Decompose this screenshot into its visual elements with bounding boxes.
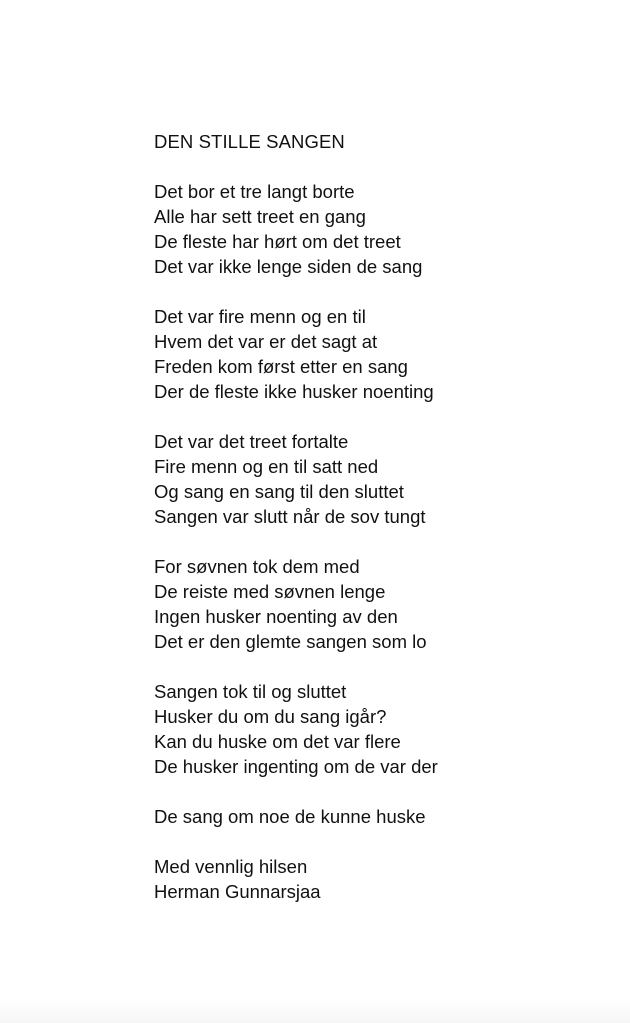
bottom-edge-shade	[0, 999, 630, 1023]
poem-line: De fleste har hørt om det treet	[154, 231, 401, 252]
stanza-5	[154, 679, 594, 779]
poem-line: Det var fire menn og en til	[154, 306, 366, 327]
poem-line: Fire menn og en til satt ned	[154, 456, 379, 477]
poem-line: Sangen tok til og sluttet	[154, 681, 347, 702]
poem-title: DEN STILLE SANGEN	[154, 131, 345, 152]
poem-line: Alle har sett treet en gang	[154, 206, 366, 227]
stanza-4	[154, 554, 594, 654]
poem-line: Ingen husker noenting av den	[154, 606, 398, 627]
poem-line: Det var det treet fortalte	[154, 431, 349, 452]
stanza-6	[154, 804, 594, 829]
stanza-1	[154, 179, 594, 279]
signature-closing: Med vennlig hilsen	[154, 856, 308, 877]
poem-line: Husker du om du sang igår?	[154, 706, 387, 727]
stanza-3	[154, 429, 594, 529]
signature-name: Herman Gunnarsjaa	[154, 881, 321, 902]
poem-line: Freden kom først etter en sang	[154, 356, 408, 377]
poem-line: Og sang en sang til den sluttet	[154, 481, 404, 502]
poem-line: Det bor et tre langt borte	[154, 181, 355, 202]
poem-line: Det er den glemte sangen som lo	[154, 631, 427, 652]
stanza-2	[154, 304, 594, 404]
poem-content	[154, 129, 594, 904]
poem-line: For søvnen tok dem med	[154, 556, 360, 577]
poem-line: Der de fleste ikke husker noenting	[154, 381, 434, 402]
poem-line: Kan du huske om det var flere	[154, 731, 401, 752]
poem-line: De sang om noe de kunne huske	[154, 806, 426, 827]
poem-line: Sangen var slutt når de sov tungt	[154, 506, 426, 527]
signature-block	[154, 854, 594, 904]
poem-line: De reiste med søvnen lenge	[154, 581, 386, 602]
poem-line: De husker ingenting om de var der	[154, 756, 438, 777]
poem-line: Hvem det var er det sagt at	[154, 331, 378, 352]
poem-line: Det var ikke lenge siden de sang	[154, 256, 423, 277]
